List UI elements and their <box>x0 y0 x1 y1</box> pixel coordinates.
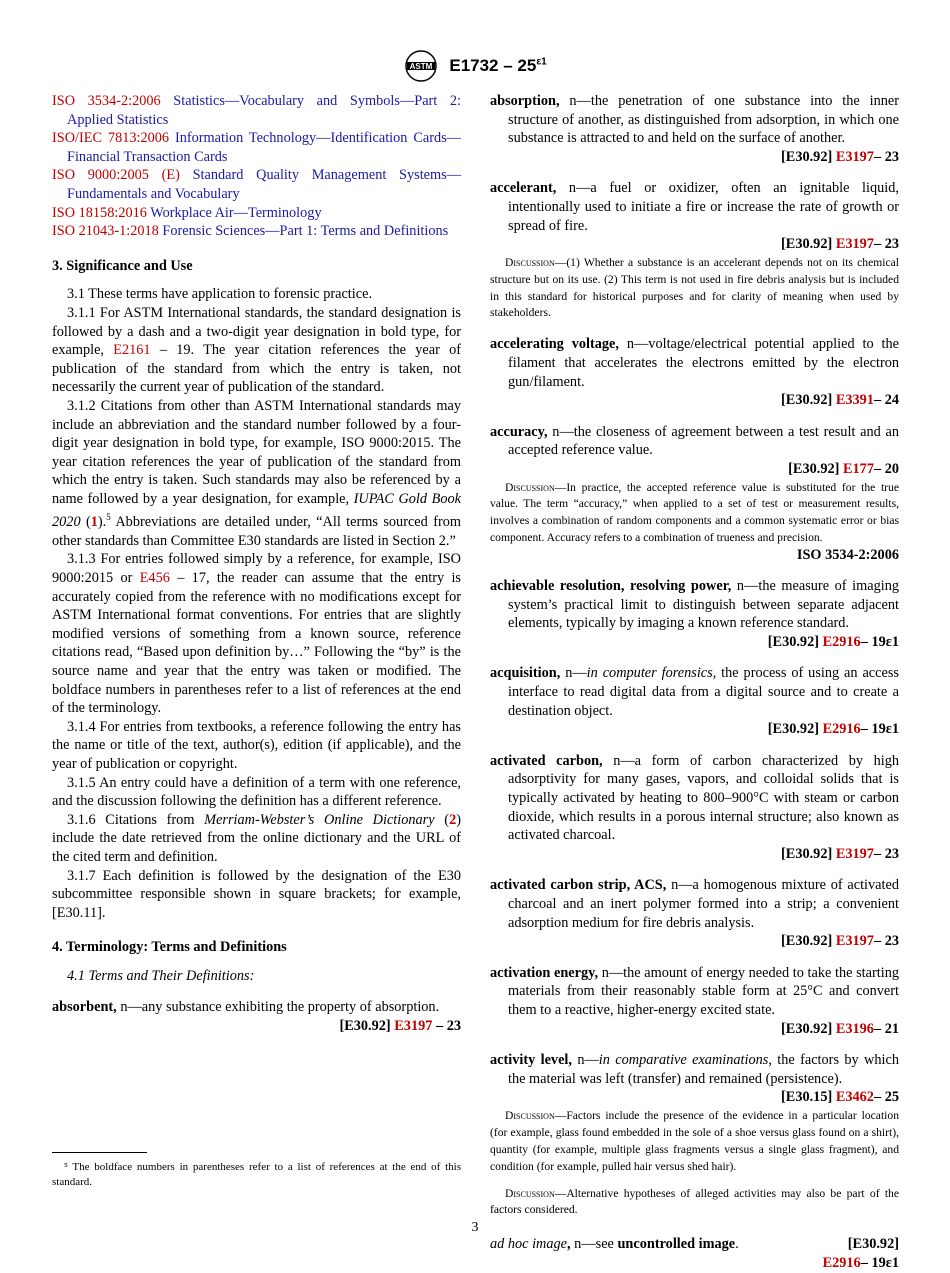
standard-link[interactable]: E3391 <box>835 392 874 409</box>
discussion-label: Discussion <box>505 1186 555 1200</box>
page-header <box>0 50 950 82</box>
term-entry: absorbent, n—any substance exhibiting the property of absorption. [E30.92] E3197 – 23 <box>52 999 461 1035</box>
term-entry: absorption, n—the penetration of one substance into the inner structure of another, as distinguished from adsorption, in which one substance is attracted to and held on the surface of another. <box>490 93 899 147</box>
see-term-link[interactable]: uncontrolled image <box>617 1236 736 1253</box>
term-entry: activated carbon strip, ACS, n—a homogenous mixture of activated charcoal and an inert polymer formed into a strip; a convenient adsorption medium for fire debris analysis. <box>490 877 899 931</box>
svg-text:ASTM: ASTM <box>410 62 433 71</box>
term-entry: activated carbon, n—a form of carbon characterized by high adsorptivity for many gases, vapors, and colloidal solids that is typically activated by heating to 800–900°C with steam or carbon dioxide, which results in a porous internal structure; also known as activated charcoal. <box>490 752 900 844</box>
standard-link[interactable]: E2161 <box>113 342 151 359</box>
standard-link[interactable]: E2916 <box>822 633 861 650</box>
standard-link[interactable]: E177 <box>842 460 874 477</box>
discussion-note: Discussion—Alternative hypotheses of alleged activities may also be part of the factors considered. <box>490 1186 899 1217</box>
standard-link[interactable]: E456 <box>139 570 170 587</box>
entry-citation: [E30.92] E3197 – 23 <box>781 845 899 862</box>
discussion-label: Discussion <box>505 255 555 269</box>
term-entry: ad hoc image, n—see uncontrolled image. [E30.92] <box>490 1236 899 1253</box>
paragraph: 3.1.6 Citations from Merriam-Webster’s Online Dictionary (2) include the date retrieved from the online dictionary and the URL of the cited term and definition. <box>52 811 461 865</box>
entry-citation: [E30.92] E3391 – 24 <box>781 392 899 409</box>
entry-citation: [E30.92] E3197 – 23 <box>781 236 899 253</box>
section-heading: 4. Terminology: Terms and Definitions <box>52 939 287 956</box>
standard-link[interactable]: E3197 <box>835 845 874 862</box>
reference-item[interactable]: ISO 3534-2:2006 Statistics—Vocabulary and Symbols—Part 2: Applied Statistics <box>52 93 461 128</box>
entry-citation: [E30.15] E3462 – 25 <box>781 1089 899 1106</box>
standard-link[interactable]: E3197 <box>835 236 874 253</box>
standard-link[interactable]: E3197 <box>394 1018 433 1035</box>
reference-link[interactable]: 2 <box>449 811 457 828</box>
standard-link[interactable]: E2916 <box>822 721 861 738</box>
entry-citation: [E30.92] E3197 – 23 <box>781 933 899 950</box>
standard-link[interactable]: E3197 <box>835 933 874 950</box>
standard-link[interactable]: E3196 <box>835 1020 874 1037</box>
term-entry: accuracy, n—the closeness of agreement between a test result and an accepted reference value. <box>490 423 899 459</box>
term-entry: activation energy, n—the amount of energy needed to take the starting materials from their reasonably stable form at 25°C and convert them to a reactive, higher-energy excited state. <box>490 964 899 1018</box>
entry-citation: [E30.92] E2916 – 19ε1 <box>767 633 899 650</box>
standard-designation: $E1732 - 25^{\varepsilon 1}$ <box>449 56 547 75</box>
right-column <box>490 92 899 1273</box>
term-entry: acquisition, n—in computer forensics, the process of using an access interface to read digital data from a digital source and to create a destination object. <box>490 665 899 719</box>
discussion-label: Discussion <box>505 480 555 494</box>
paragraph: 3.1.5 An entry could have a definition of a term with one reference, and the discussion following the definition has a different reference. <box>52 774 461 810</box>
paragraph: 3.1 These terms have application to forensic practice. <box>67 286 373 303</box>
paragraph: 4.1 Terms and Their Definitions: <box>67 967 255 984</box>
term-entry: achievable resolution, resolving power, n—the measure of imaging system’s practical limit to distinguish between separate adjacent elements, typically by imaging a known reference standard. <box>490 578 899 632</box>
reference-link[interactable]: 1 <box>90 514 98 531</box>
entry-citation: [E30.92] E3196 – 21 <box>781 1020 899 1037</box>
reference-item[interactable]: ISO/IEC 7813:2006 Information Technology—Identification Cards—Financial Transaction Cards <box>52 130 461 165</box>
reference-item[interactable]: ISO 21043-1:2018 Forensic Sciences—Part 1: Terms and Definitions <box>52 223 449 240</box>
reference-item[interactable]: ISO 18158:2016 Workplace Air—Terminology <box>52 204 322 221</box>
page-number: 3 <box>471 1220 479 1235</box>
term-entry: accelerating voltage, n—voltage/electrical potential applied to the filament that accelerates the electrons emitted by the electron gun/filament. <box>490 336 899 390</box>
footnote-divider <box>52 1152 147 1153</box>
reference-item[interactable]: ISO 9000:2005 (E) Standard Quality Management Systems—Fundamentals and Vocabulary <box>52 167 462 202</box>
reference-list <box>52 92 461 241</box>
discussion-source: ISO 3534-2:2006 <box>796 547 899 564</box>
standard-link[interactable]: E3197 <box>835 148 874 165</box>
entry-citation: [E30.92] E3197 – 23 <box>781 148 899 165</box>
term-entry: accelerant, n—a fuel or oxidizer, often an ignitable liquid, intentionally used to initiate a fire or increase the rate of growth or spread of fire. <box>490 180 899 234</box>
discussion-label: Discussion <box>505 1108 555 1122</box>
paragraph: 3.1.7 Each definition is followed by the designation of the E30 subcommittee responsible shown in square brackets; for example, [E30.11]. <box>52 867 461 921</box>
entry-citation: [E30.92] E2916 – 19ε1 <box>767 721 899 738</box>
term-entry: activity level, n—in comparative examinations, the factors by which the material was left (transfer) and remained (persistence). <box>490 1052 899 1087</box>
section-heading: 3. Significance and Use <box>52 257 193 274</box>
entry-citation: E2916 – 19ε1 <box>822 1254 899 1271</box>
discussion-note: Discussion—In practice, the accepted reference value is substituted for the true value. The term “accuracy,” when applied to a set of test or measurement results, involves a combination of random components and a common systematic error or bias component. Accuracy refers to a combination of trueness and precision. ISO 3534-2:2006 <box>490 480 899 564</box>
entry-citation: [E30.92] E177 – 20 <box>788 460 899 477</box>
paragraph: 3.1.2 Citations from other than ASTM International standards may include an abbreviation and the standard number followed by a four-digit year designation in bold type, for example, ISO 9000:2015. The year citation references the year of publication of the standard from which the entry is taken. Such standards may also be referenced by a name followed by a year designation, for example, IUPAC Gold Book 2020 (1).$^5$ Abbreviations are detailed under, “All terms sourced from other standards than Committee E30 standards are listed in Section 2.” <box>52 397 461 549</box>
paragraph: 3.1.1 For ASTM International standards, the standard designation is followed by a dash and a two-digit year designation in bold type, for example, E2161 – 19. The year citation references the year of publication of the standard from which the entry is taken, not necessarily the current year of publication of the standard. <box>52 304 461 396</box>
paragraph: 3.1.3 For entries followed simply by a reference, for example, ISO 9000:2015 or E456 – 17, the reader can assume that the entry is accurately copied from the reference with no modifications except for ASTM International format conventions. For entries that are slightly modified versions of something from a known source, reference citations read, “Based upon definition by…” Following the “by” is the source name and year that the entry was taken or modified. The boldface numbers in parentheses refer to a list of references at the end of the terminology. <box>52 551 461 717</box>
left-column <box>52 92 461 1036</box>
discussion-note: Discussion—Factors include the presence of the evidence in a particular location (for example, glass found embedded in the sole of a shoe versus glass found on a shirt), quantity (for example, multiple glass fragments versus a single glass fragment), and condition (for example, pulled hair versus shed hair). <box>490 1108 899 1173</box>
standard-link[interactable]: E3462 <box>835 1089 874 1106</box>
standard-link[interactable]: E2916 <box>822 1254 861 1271</box>
discussion-note: Discussion—(1) Whether a substance is an accelerant depends not on its chemical structure but on its use. (2) This term is not used in fire debris analysis but is included in this standard for historical purposes and for clarity of meaning when used by stakeholders. <box>490 255 899 320</box>
paragraph: 3.1.4 For entries from textbooks, a reference following the entry has the name or title of the text, author(s), edition (if applicable), and the year of publication or copyright. <box>52 718 461 772</box>
footnote: ⁵ The boldface numbers in parentheses refer to a list of references at the end of this standard. <box>52 1161 461 1188</box>
astm-logo-icon <box>403 50 439 82</box>
